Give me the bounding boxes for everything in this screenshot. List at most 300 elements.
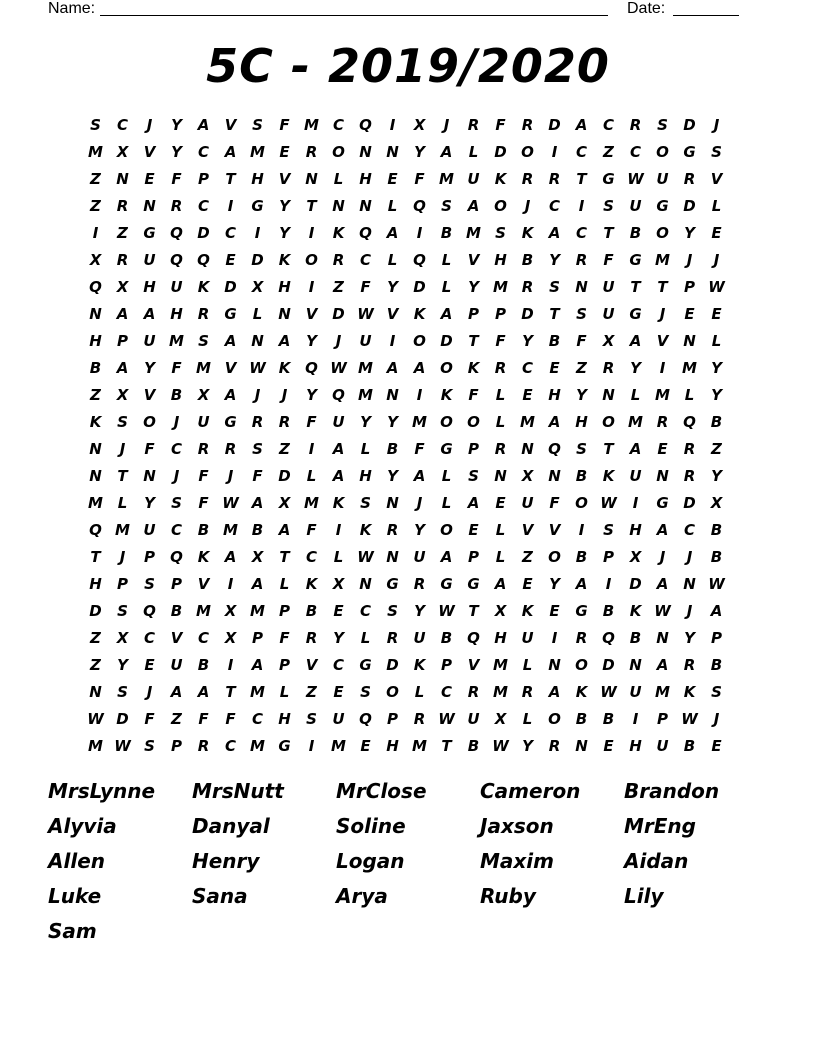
grid-letter: M xyxy=(250,602,265,620)
grid-letter: J xyxy=(335,332,342,350)
grid-letter: P xyxy=(441,656,452,674)
grid-letter: H xyxy=(386,737,399,755)
grid-letter: W xyxy=(708,278,725,296)
grid-letter: X xyxy=(116,143,129,161)
grid-letter: M xyxy=(493,683,508,701)
grid-letter: A xyxy=(116,305,129,323)
grid-letter: P xyxy=(117,332,128,350)
grid-letter: O xyxy=(575,494,588,512)
grid-letter: J xyxy=(524,197,531,215)
grid-letter: V xyxy=(386,305,399,323)
grid-letter: N xyxy=(656,629,669,647)
grid-letter: E xyxy=(468,521,479,539)
grid-letter: U xyxy=(359,332,372,350)
grid-letter: O xyxy=(656,224,669,242)
grid-letter: R xyxy=(548,737,561,755)
grid-letter: T xyxy=(468,602,479,620)
grid-letter: F xyxy=(495,332,506,350)
grid-letter: X xyxy=(251,278,264,296)
grid-letter: E xyxy=(549,602,560,620)
grid-letter: I xyxy=(308,440,315,458)
grid-letter: H xyxy=(251,170,264,188)
grid-letter: B xyxy=(629,629,642,647)
grid-letter: I xyxy=(605,575,612,593)
grid-letter: L xyxy=(522,710,533,728)
grid-letter: R xyxy=(197,440,210,458)
grid-letter: R xyxy=(413,575,426,593)
grid-letter: D xyxy=(224,278,237,296)
grid-letter: I xyxy=(308,278,315,296)
grid-letter: L xyxy=(117,494,128,512)
grid-letter: W xyxy=(87,710,104,728)
grid-letter: N xyxy=(359,197,372,215)
word-list xyxy=(48,778,768,945)
word-list-item: Sana xyxy=(192,884,248,908)
grid-letter: O xyxy=(656,143,669,161)
grid-letter: M xyxy=(196,359,211,377)
grid-letter: L xyxy=(333,170,344,188)
grid-letter: B xyxy=(602,602,615,620)
grid-letter: F xyxy=(414,440,425,458)
grid-letter: C xyxy=(629,143,641,161)
grid-letter: Z xyxy=(90,170,101,188)
grid-letter: N xyxy=(305,170,318,188)
grid-letter: W xyxy=(627,170,644,188)
grid-letter: T xyxy=(279,548,290,566)
grid-letter: A xyxy=(548,224,561,242)
grid-letter: X xyxy=(629,548,642,566)
grid-row xyxy=(82,679,730,706)
word-list-item: Alyvia xyxy=(48,814,117,838)
grid-letter: K xyxy=(278,251,291,269)
grid-letter: E xyxy=(522,575,533,593)
grid-letter: R xyxy=(305,629,318,647)
grid-letter: X xyxy=(224,602,237,620)
grid-letter: C xyxy=(224,737,236,755)
grid-letter: F xyxy=(198,494,209,512)
page-title: 5C - 2019/2020 xyxy=(206,39,610,93)
grid-letter: N xyxy=(521,440,534,458)
grid-letter: L xyxy=(522,656,533,674)
grid-letter: N xyxy=(251,332,264,350)
grid-letter: H xyxy=(278,278,291,296)
grid-letter: M xyxy=(466,224,481,242)
grid-letter: A xyxy=(710,602,723,620)
grid-letter: A xyxy=(197,116,210,134)
grid-row xyxy=(82,274,730,301)
grid-letter: N xyxy=(359,143,372,161)
grid-letter: S xyxy=(360,494,371,512)
word-list-item: MrsNutt xyxy=(192,779,284,803)
grid-letter: G xyxy=(224,305,237,323)
grid-letter: J xyxy=(254,386,261,404)
grid-letter: G xyxy=(656,494,669,512)
grid-letter: Y xyxy=(684,224,695,242)
grid-letter: B xyxy=(575,548,588,566)
grid-letter: S xyxy=(576,305,587,323)
grid-row xyxy=(82,328,730,355)
grid-letter: J xyxy=(119,440,126,458)
grid-letter: Y xyxy=(684,629,695,647)
grid-letter: Y xyxy=(306,386,317,404)
grid-letter: Y xyxy=(414,521,425,539)
grid-letter: T xyxy=(441,737,452,755)
grid-letter: Y xyxy=(387,413,398,431)
grid-letter: O xyxy=(440,413,453,431)
grid-letter: Z xyxy=(90,656,101,674)
grid-letter: L xyxy=(711,197,722,215)
grid-letter: D xyxy=(116,710,129,728)
grid-letter: T xyxy=(306,197,317,215)
grid-letter: R xyxy=(332,251,345,269)
grid-letter: Z xyxy=(522,548,533,566)
grid-row xyxy=(82,625,730,652)
grid-letter: D xyxy=(89,602,102,620)
grid-letter: P xyxy=(387,710,398,728)
grid-letter: U xyxy=(629,683,642,701)
grid-letter: S xyxy=(171,494,182,512)
grid-letter: R xyxy=(413,710,426,728)
date-blank-line xyxy=(673,15,739,16)
grid-letter: A xyxy=(575,575,588,593)
grid-letter: R xyxy=(521,116,534,134)
grid-letter: L xyxy=(252,305,263,323)
grid-letter: R xyxy=(224,440,237,458)
grid-letter: F xyxy=(468,386,479,404)
word-list-item: Maxim xyxy=(480,849,554,873)
grid-letter: J xyxy=(443,116,450,134)
grid-letter: P xyxy=(252,629,263,647)
grid-letter: G xyxy=(359,656,372,674)
grid-letter: M xyxy=(223,521,238,539)
grid-letter: Z xyxy=(603,143,614,161)
grid-letter: H xyxy=(170,305,183,323)
word-list-item: Sam xyxy=(48,919,97,943)
grid-letter: H xyxy=(629,521,642,539)
grid-letter: B xyxy=(197,521,210,539)
grid-letter: S xyxy=(711,683,722,701)
grid-letter: I xyxy=(389,116,396,134)
grid-row xyxy=(82,436,730,463)
grid-letter: C xyxy=(170,521,182,539)
grid-letter: X xyxy=(89,251,102,269)
grid-letter: W xyxy=(681,710,698,728)
grid-letter: O xyxy=(305,251,318,269)
grid-letter: T xyxy=(603,224,614,242)
grid-letter: I xyxy=(227,656,234,674)
grid-letter: V xyxy=(467,656,480,674)
grid-letter: S xyxy=(657,116,668,134)
date-label: Date: xyxy=(627,0,666,17)
grid-letter: K xyxy=(413,656,426,674)
grid-letter: I xyxy=(92,224,99,242)
grid-letter: N xyxy=(386,548,399,566)
grid-letter: S xyxy=(306,710,317,728)
grid-letter: X xyxy=(116,629,129,647)
grid-letter: W xyxy=(492,737,509,755)
grid-letter: A xyxy=(224,332,237,350)
grid-letter: L xyxy=(387,197,398,215)
grid-letter: V xyxy=(143,386,156,404)
grid-letter: Z xyxy=(171,710,182,728)
grid-letter: V xyxy=(170,629,183,647)
grid-letter: I xyxy=(578,197,585,215)
grid-row xyxy=(82,733,730,760)
grid-letter: I xyxy=(416,224,423,242)
grid-letter: P xyxy=(495,305,506,323)
grid-letter: P xyxy=(468,548,479,566)
grid-letter: P xyxy=(711,629,722,647)
grid-letter: V xyxy=(278,170,291,188)
grid-letter: U xyxy=(413,629,426,647)
grid-letter: F xyxy=(549,494,560,512)
grid-letter: J xyxy=(686,548,693,566)
grid-letter: M xyxy=(655,683,670,701)
grid-letter: U xyxy=(332,413,345,431)
grid-letter: Y xyxy=(279,224,290,242)
grid-letter: M xyxy=(493,656,508,674)
grid-letter: M xyxy=(88,143,103,161)
grid-letter: U xyxy=(143,251,156,269)
grid-letter: R xyxy=(494,440,507,458)
grid-letter: Z xyxy=(90,629,101,647)
grid-letter: L xyxy=(360,629,371,647)
word-list-item: Allen xyxy=(48,849,105,873)
grid-letter: X xyxy=(494,710,507,728)
grid-letter: C xyxy=(170,440,182,458)
grid-letter: C xyxy=(359,602,371,620)
grid-letter: I xyxy=(551,629,558,647)
grid-letter: W xyxy=(654,602,671,620)
grid-letter: Z xyxy=(711,440,722,458)
grid-letter: M xyxy=(439,170,454,188)
grid-letter: E xyxy=(684,305,695,323)
grid-letter: P xyxy=(279,602,290,620)
grid-letter: A xyxy=(656,656,669,674)
grid-letter: K xyxy=(332,494,345,512)
grid-letter: F xyxy=(171,170,182,188)
word-list-item: Aidan xyxy=(624,849,689,873)
grid-letter: O xyxy=(440,521,453,539)
grid-letter: A xyxy=(251,575,264,593)
grid-letter: B xyxy=(89,359,102,377)
grid-letter: K xyxy=(89,413,102,431)
grid-row xyxy=(82,544,730,571)
grid-letter: B xyxy=(710,656,723,674)
grid-letter: P xyxy=(171,737,182,755)
grid-letter: P xyxy=(279,656,290,674)
grid-letter: N xyxy=(494,467,507,485)
grid-letter: A xyxy=(278,332,291,350)
grid-letter: D xyxy=(278,467,291,485)
grid-letter: B xyxy=(251,521,264,539)
grid-letter: J xyxy=(713,710,720,728)
grid-letter: S xyxy=(495,224,506,242)
grid-row xyxy=(82,490,730,517)
grid-letter: O xyxy=(548,548,561,566)
grid-letter: R xyxy=(575,629,588,647)
grid-row xyxy=(82,517,730,544)
word-list-item: MrEng xyxy=(624,814,696,838)
grid-letter: G xyxy=(143,224,156,242)
grid-letter: N xyxy=(89,683,102,701)
grid-letter: A xyxy=(224,143,237,161)
grid-letter: P xyxy=(117,575,128,593)
grid-letter: R xyxy=(521,278,534,296)
grid-letter: A xyxy=(332,467,345,485)
grid-letter: Q xyxy=(89,278,102,296)
grid-letter: Y xyxy=(171,116,182,134)
grid-letter: G xyxy=(629,305,642,323)
grid-letter: R xyxy=(386,629,399,647)
grid-letter: L xyxy=(711,332,722,350)
grid-letter: M xyxy=(250,683,265,701)
name-label: Name: xyxy=(48,0,96,17)
grid-letter: D xyxy=(548,116,561,134)
grid-row xyxy=(82,139,730,166)
grid-letter: A xyxy=(440,143,453,161)
grid-letter: L xyxy=(468,143,479,161)
grid-letter: N xyxy=(683,332,696,350)
grid-letter: I xyxy=(227,197,234,215)
grid-letter: M xyxy=(304,116,319,134)
grid-letter: J xyxy=(686,602,693,620)
grid-letter: R xyxy=(494,359,507,377)
grid-letter: B xyxy=(548,332,561,350)
grid-letter: Z xyxy=(306,683,317,701)
grid-letter: Y xyxy=(144,494,155,512)
grid-letter: G xyxy=(575,602,588,620)
grid-letter: S xyxy=(198,332,209,350)
grid-letter: E xyxy=(603,737,614,755)
grid-letter: Y xyxy=(144,359,155,377)
grid-letter: Y xyxy=(549,251,560,269)
grid-letter: U xyxy=(143,521,156,539)
grid-letter: V xyxy=(143,143,156,161)
grid-letter: Q xyxy=(170,251,183,269)
grid-letter: B xyxy=(197,656,210,674)
grid-letter: F xyxy=(252,467,263,485)
grid-letter: V xyxy=(710,170,723,188)
grid-letter: U xyxy=(467,710,480,728)
grid-letter: O xyxy=(440,359,453,377)
grid-letter: C xyxy=(575,224,587,242)
grid-letter: X xyxy=(521,467,534,485)
grid-letter: W xyxy=(222,494,239,512)
grid-letter: N xyxy=(116,170,129,188)
grid-letter: A xyxy=(332,440,345,458)
grid-letter: B xyxy=(710,413,723,431)
grid-letter: D xyxy=(602,656,615,674)
grid-letter: M xyxy=(196,602,211,620)
grid-letter: R xyxy=(251,413,264,431)
grid-letter: A xyxy=(656,575,669,593)
grid-letter: Q xyxy=(548,440,561,458)
grid-letter: M xyxy=(331,737,346,755)
grid-letter: Y xyxy=(414,602,425,620)
grid-letter: Z xyxy=(333,278,344,296)
grid-letter: Q xyxy=(683,413,696,431)
grid-letter: A xyxy=(467,197,480,215)
grid-letter: W xyxy=(114,737,131,755)
grid-letter: Y xyxy=(171,143,182,161)
grid-letter: A xyxy=(224,548,237,566)
grid-letter: G xyxy=(440,440,453,458)
grid-letter: R xyxy=(197,737,210,755)
grid-letter: X xyxy=(116,278,129,296)
grid-letter: E xyxy=(495,494,506,512)
grid-letter: X xyxy=(332,575,345,593)
grid-letter: A xyxy=(413,359,426,377)
grid-letter: K xyxy=(359,521,372,539)
grid-letter: N xyxy=(143,197,156,215)
grid-letter: C xyxy=(440,683,452,701)
grid-letter: J xyxy=(713,116,720,134)
grid-letter: N xyxy=(89,440,102,458)
grid-letter: B xyxy=(440,224,453,242)
grid-letter: N xyxy=(386,386,399,404)
grid-letter: B xyxy=(170,386,183,404)
grid-letter: N xyxy=(386,494,399,512)
grid-letter: W xyxy=(357,305,374,323)
grid-letter: H xyxy=(494,629,507,647)
grid-letter: L xyxy=(360,440,371,458)
grid-letter: P xyxy=(144,548,155,566)
grid-letter: R xyxy=(683,170,696,188)
grid-letter: G xyxy=(602,170,615,188)
grid-letter: M xyxy=(250,143,265,161)
grid-letter: E xyxy=(333,602,344,620)
grid-letter: A xyxy=(548,413,561,431)
grid-letter: N xyxy=(602,386,615,404)
grid-letter: F xyxy=(279,629,290,647)
grid-letter: C xyxy=(251,710,263,728)
grid-letter: F xyxy=(414,170,425,188)
grid-letter: D xyxy=(683,494,696,512)
grid-letter: E xyxy=(522,386,533,404)
grid-row xyxy=(82,301,730,328)
grid-letter: T xyxy=(576,170,587,188)
grid-letter: E xyxy=(657,440,668,458)
grid-letter: Q xyxy=(467,629,480,647)
grid-letter: N xyxy=(89,467,102,485)
grid-letter: I xyxy=(308,737,315,755)
grid-letter: L xyxy=(495,386,506,404)
grid-letter: M xyxy=(169,332,184,350)
grid-row xyxy=(82,598,730,625)
grid-letter: A xyxy=(440,548,453,566)
grid-letter: N xyxy=(575,737,588,755)
grid-letter: G xyxy=(386,575,399,593)
grid-letter: O xyxy=(413,332,426,350)
grid-letter: M xyxy=(115,521,130,539)
grid-letter: J xyxy=(659,305,666,323)
grid-letter: S xyxy=(252,440,263,458)
word-list-item: MrsLynne xyxy=(48,779,156,803)
grid-letter: N xyxy=(548,656,561,674)
grid-letter: S xyxy=(576,440,587,458)
grid-letter: P xyxy=(468,440,479,458)
grid-letter: R xyxy=(683,440,696,458)
grid-letter: H xyxy=(575,413,588,431)
grid-letter: Q xyxy=(413,251,426,269)
grid-letter: O xyxy=(494,197,507,215)
grid-letter: G xyxy=(278,737,291,755)
grid-letter: Q xyxy=(89,521,102,539)
grid-letter: Y xyxy=(549,575,560,593)
grid-letter: Z xyxy=(90,197,101,215)
grid-letter: L xyxy=(279,683,290,701)
